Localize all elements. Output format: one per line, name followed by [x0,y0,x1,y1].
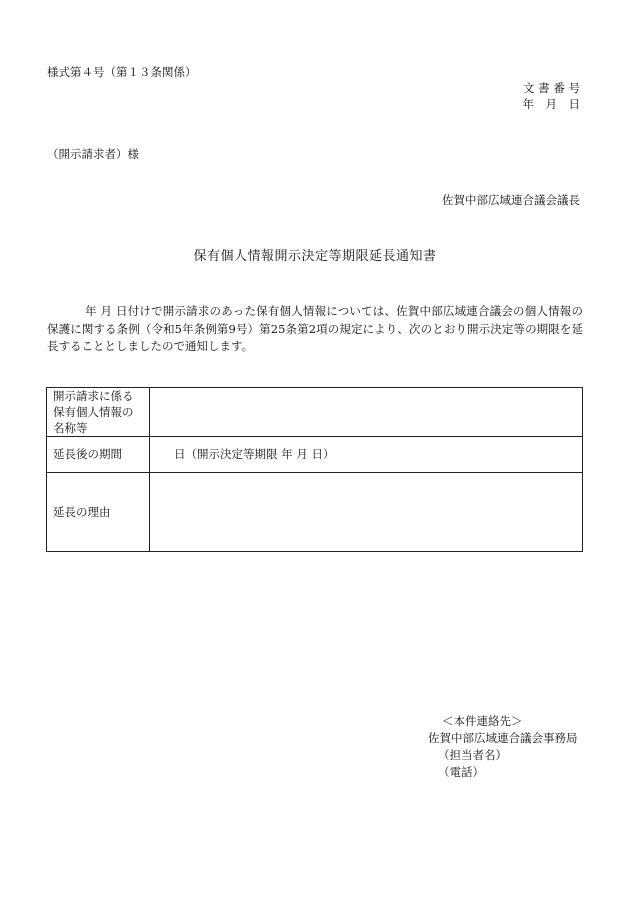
table-row [47,473,583,552]
table-row [47,388,583,437]
addressee: （開示請求者）様 [47,147,139,161]
extended-period-label: 延長後の期間 [47,437,150,473]
sender-name: 佐賀中部広域連合議会議長 [442,193,580,207]
table-row [47,437,583,473]
contact-office: 佐賀中部広域連合議会事務局 [428,731,578,745]
form-number: 様式第４号（第１３条関係） [47,65,197,79]
info-table [46,387,583,552]
extension-reason-value [150,473,583,552]
contact-person: （担当者名） [438,748,507,762]
contact-phone: （電話） [438,765,484,779]
document-date-label: 年 月 日 [522,97,580,111]
extension-reason-label: 延長の理由 [47,473,150,552]
document-number-label: 文 書 番 号 [523,81,580,95]
document-meta [523,80,581,112]
document-title: 保有個人情報開示決定等期限延長通知書 [193,249,437,264]
info-name-label: 開示請求に係る保有個人情報の名称等 [47,388,150,437]
contact-block [428,713,578,781]
info-name-value [150,388,583,437]
extended-period-value: 日（開示決定等期限 年 月 日） [150,437,583,473]
contact-heading: ＜本件連絡先＞ [442,714,523,728]
body-text: 年 月 日付けで開示請求のあった保有個人情報については、佐賀中部広域連合議会の個人情報の保護に関する条例（令和5年条例第9号）第25条第2項の規定により、次のとおり開示決定等の期限を延長することとしましたので通知します。 [47,304,583,353]
